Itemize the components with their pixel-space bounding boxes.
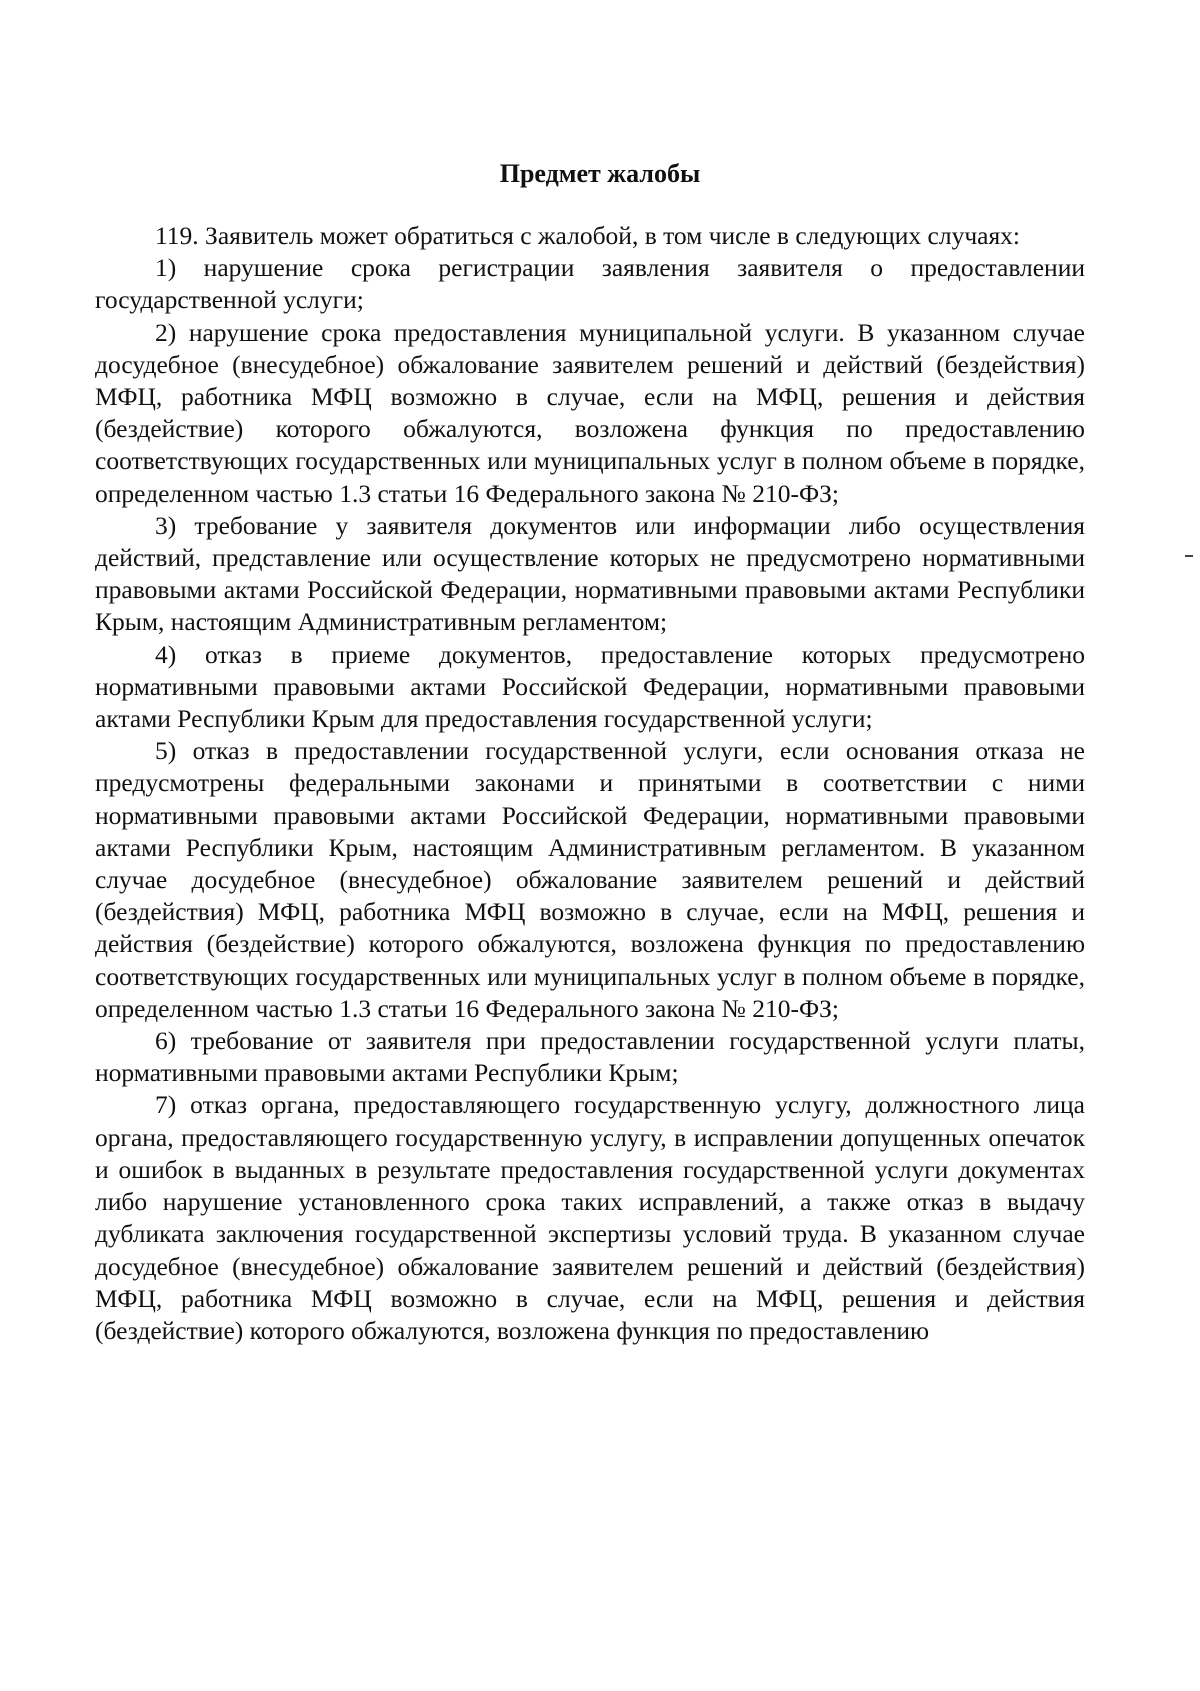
paragraph-item-7: 7) отказ органа, предоставляющего государственную услугу, должностного лица органа, предоставляющего государственную услугу, в исправлении допущенных опечаток и ошибок в выданных в результате предоставления государственной услуги документах либо нарушение установленного срока таких исправлений, а также отказ в выдачу дубликата заключения государственной экспертизы условий труда. В указанном случае досудебное (внесудебное) обжалование заявителем решений и действий (бездействия) МФЦ, работника МФЦ возможно в случае, если на МФЦ, решения и действия (бездействие) которого обжалуются, возложена функция по предоставлению [95, 1090, 1085, 1345]
paragraph-119-intro: 119. Заявитель может обратиться с жалобой, в том числе в следующих случаях: [155, 221, 1021, 250]
paragraph-item-5: 5) отказ в предоставлении государственной услуги, если основания отказа не предусмотрены федеральными законами и принятыми в соответствии с ними нормативными правовыми актами Российской Федерации, нормативными правовыми актами Республики Крым, настоящим Административным регламентом. В указанном случае досудебное (внесудебное) обжалование заявителем решений и действий (бездействия) МФЦ, работника МФЦ возможно в случае, если на МФЦ, решения и действия (бездействие) которого обжалуются, возложена функция по предоставлению соответствующих государственных или муниципальных услуг в полном объеме в порядке, определенном частью 1.3 статьи 16 Федерального закона № 210-ФЗ; [95, 736, 1085, 1023]
document-body [95, 220, 1085, 1347]
paragraph-item-2: 2) нарушение срока предоставления муниципальной услуги. В указанном случае досудебное (внесудебное) обжалование заявителем решений и действий (бездействия) МФЦ, работника МФЦ возможно в случае, если на МФЦ, решения и действия (бездействие) которого обжалуются, возложена функция по предоставлению соответствующих государственных или муниципальных услуг в полном объеме в порядке, определенном частью 1.3 статьи 16 Федерального закона № 210-ФЗ; [95, 317, 1085, 508]
paragraph-item-1: 1) нарушение срока регистрации заявления заявителя о предоставлении государственной услуги; [95, 253, 1085, 315]
scan-edge-mark [1185, 555, 1193, 557]
section-heading: Предмет жалобы [499, 159, 701, 188]
paragraph-item-3: 3) требование у заявителя документов или информации либо осуществления действий, представление или осуществление которых не предусмотрено нормативными правовыми актами Российской Федерации, нормативными правовыми актами Республики Крым, настоящим Административным регламентом; [95, 510, 1085, 637]
paragraph-item-6: 6) требование от заявителя при предоставлении государственной услуги платы, нормативными правовыми актами Республики Крым; [95, 1026, 1085, 1088]
paragraph-item-4: 4) отказ в приеме документов, предоставление которых предусмотрено нормативными правовыми актами Российской Федерации, нормативными правовыми актами Республики Крым для предоставления государственной услуги; [95, 639, 1085, 734]
